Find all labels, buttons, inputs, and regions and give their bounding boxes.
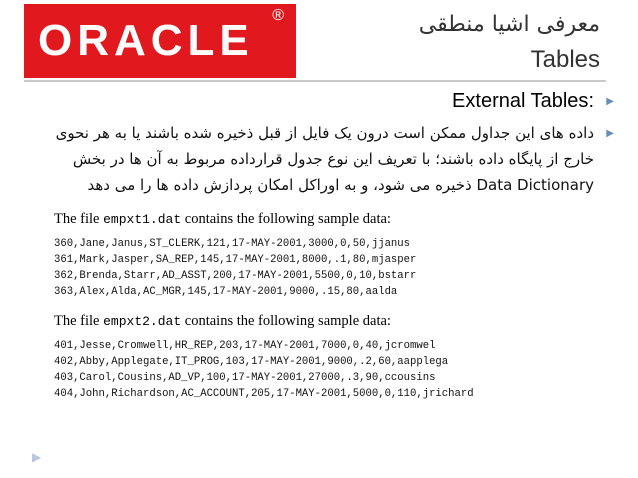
sample-heading: The file empxt2.dat contains the following sample data: (54, 313, 391, 329)
slide-title-english: Tables (530, 46, 600, 73)
file-name: empxt1.dat (103, 212, 182, 227)
data-line: 361,Mark,Jasper,SA_REP,145,17-MAY-2001,8000,.1,80,mjasper (54, 254, 417, 266)
data-line: 363,Alex,Alda,AC_MGR,145,17-MAY-2001,9000,.15,80,aalda (54, 286, 398, 298)
sample-data-image (54, 208, 494, 402)
bullet-heading: :External Tables (452, 90, 594, 112)
data-line: 362,Brenda,Starr,AD_ASST,200,17-MAY-2001,5500,0,10,bstarr (54, 270, 417, 282)
title-divider (24, 80, 606, 82)
triangle-right-icon: ▶ (32, 450, 42, 464)
bullet-external-tables (452, 90, 614, 113)
oracle-logo (24, 4, 296, 78)
triangle-right-icon: ▶ (606, 96, 614, 107)
data-line: 402,Abby,Applegate,IT_PROG,103,17-MAY-2001,9000,.2,60,aapplega (54, 356, 449, 368)
triangle-right-icon: ▶ (606, 128, 614, 139)
data-line: 403,Carol,Cousins,AD_VP,100,17-MAY-2001,27000,.3,90,ccousins (54, 372, 436, 384)
data-line: 401,Jesse,Cromwell,HR_REP,203,17-MAY-2001,7000,0,40,jcromwel (54, 340, 436, 352)
paragraph-text: داده های این جداول ممکن است درون یک فایل از قبل ذخیره شده باشند یا به هر نحوی خارج از پایگاه داده باشند؛ با تعریف این نوع جدول قرارداده مربوط به آن ها در بخش Data Dictionary ذخیره می شود، و به اوراکل امکان پردازش داده ها را می دهد (55, 124, 594, 194)
data-line: 404,John,Richardson,AC_ACCOUNT,205,17-MAY-2001,5000,0,110,jrichard (54, 388, 474, 400)
bullet-paragraph (24, 120, 614, 198)
data-line: 360,Jane,Janus,ST_CLERK,121,17-MAY-2001,3000,0,50,jjanus (54, 238, 411, 250)
oracle-logo-text: ORACLE (38, 16, 254, 65)
slide-title-persian: معرفی اشیا منطقی (418, 12, 600, 37)
sample-heading: The file empxt1.dat contains the following sample data: (54, 211, 391, 227)
file-name: empxt2.dat (103, 314, 182, 329)
registered-mark: ® (272, 7, 284, 24)
